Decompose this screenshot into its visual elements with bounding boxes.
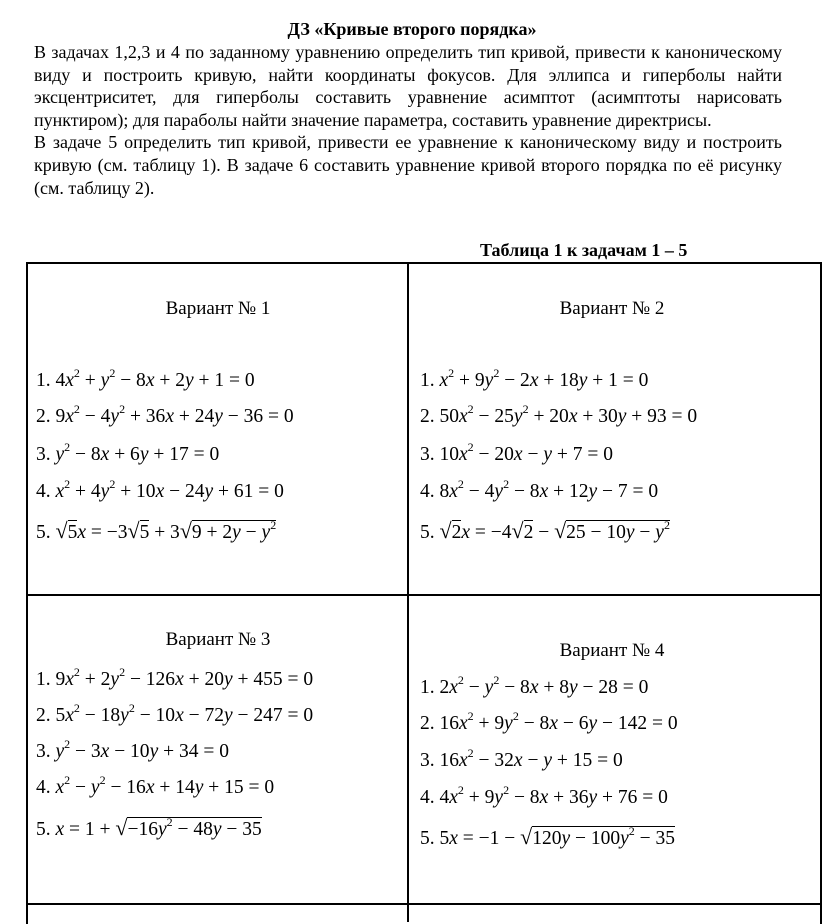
equation: 1. $x^2 + 9y^2 - 2x + 18y + 1 = 0$ [420,366,649,391]
equation: 5. $√5x = -3√5 + 3√9 + 2y - y^2$ [36,518,277,543]
variant-heading: Вариант № 3 [165,629,271,650]
table-divider-horizontal [26,594,822,596]
equation: 2. $16x^2 + 9y^2 - 8x - 6y - 142 = 0$ [420,709,678,734]
equation: 3. $y^2 - 8x + 6y + 17 = 0$ [36,440,220,465]
variant-heading: Вариант № 1 [165,298,271,319]
equation: 5. $√2x = -4√2 - √25 - 10y - y^2$ [420,518,670,543]
equation: 2. $9x^2 - 4y^2 + 36x + 24y - 36 = 0$ [36,402,294,427]
table-divider-horizontal [26,903,822,905]
variant-heading: Вариант № 4 [559,640,665,661]
variant-heading: Вариант № 2 [559,298,665,319]
equation: 3. $10x^2 - 20x - y + 7 = 0$ [420,440,613,465]
equation: 4. $8x^2 - 4y^2 - 8x + 12y - 7 = 0$ [420,477,659,502]
equation: 5. $x = 1 + √-16y^2 - 48y - 35$ [36,815,262,840]
table-caption: Таблица 1 к задачам 1 – 5 [480,240,688,260]
task-description [34,41,782,199]
equation: 1. $4x^2 + y^2 - 8x + 2y + 1 = 0$ [36,366,255,391]
equation: 3. $y^2 - 3x - 10y + 34 = 0$ [36,737,229,762]
equation: 1. $9x^2 + 2y^2 - 126x + 20y + 455 = 0$ [36,665,314,690]
equation: 4. $4x^2 + 9y^2 - 8x + 36y + 76 = 0$ [420,783,668,808]
document-title: ДЗ «Кривые второго порядка» [287,19,537,39]
equation: 5. $5x = -1 - √120y - 100y^2 - 35$ [420,824,676,849]
equation: 3. $16x^2 - 32x - y + 15 = 0$ [420,746,623,771]
equation: 4. $x^2 + 4y^2 + 10x - 24y + 61 = 0$ [36,477,284,502]
equation: 2. $5x^2 - 18y^2 - 10x - 72y - 247 = 0$ [36,701,314,726]
equation: 1. $2x^2 - y^2 - 8x + 8y - 28 = 0$ [420,673,649,698]
task-paragraph-1: В задачах 1,2,3 и 4 по заданному уравнению определить тип кривой, привести к каноническому виду и построить кривую, найти координаты фокусов. Для эллипса и гиперболы найти эксцентриситет, для гиперболы составить уравнение асимптот (асимптоты нарисовать пунктиром); для параболы найти значение параметра, составить уравнение директрисы. [34,42,782,130]
equation: 2. $50x^2 - 25y^2 + 20x + 30y + 93 = 0$ [420,402,698,427]
equation: 4. $x^2 - y^2 - 16x + 14y + 15 = 0$ [36,773,275,798]
table-divider-vertical [407,262,409,922]
task-paragraph-2: В задаче 5 определить тип кривой, привести ее уравнение к каноническому виду и построить кривую (см. таблицу 1). В задаче 6 составить уравнение кривой второго порядка по её рисунку (см. таблицу 2). [34,132,782,198]
